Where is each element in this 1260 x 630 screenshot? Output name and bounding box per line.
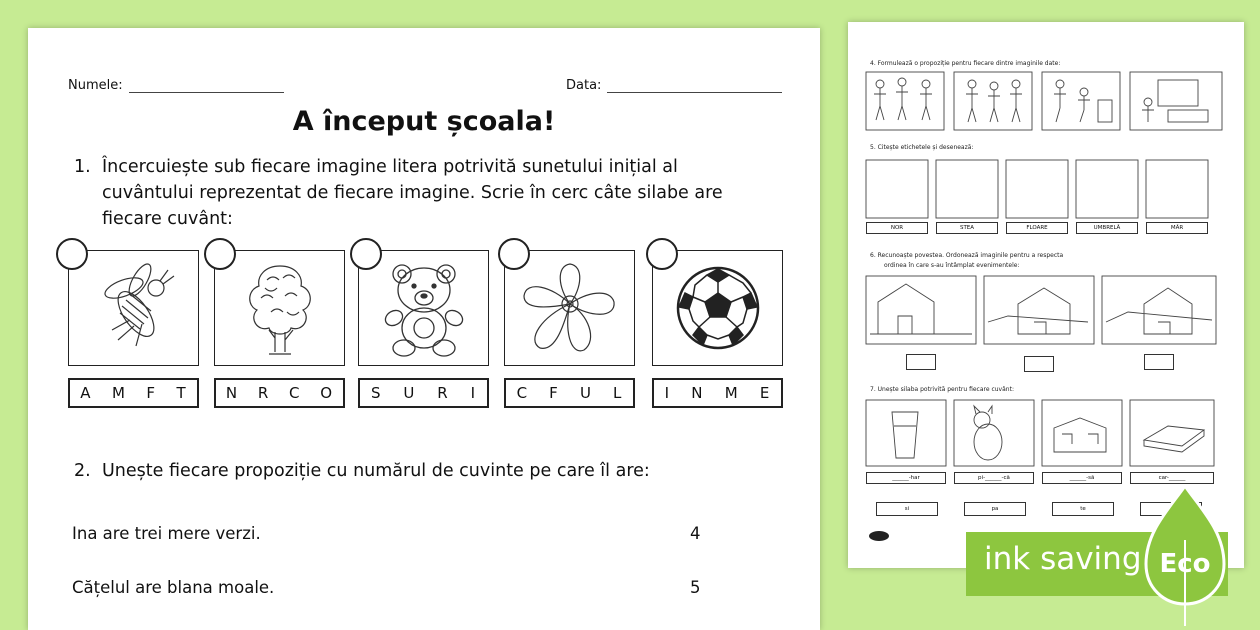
- letter-row-2: [214, 378, 345, 408]
- question-2-number: 2.: [74, 461, 91, 481]
- letter-option[interactable]: N: [691, 384, 704, 402]
- letter-option[interactable]: R: [257, 384, 270, 402]
- preview-question-5: 5. Citește etichetele și desenează:: [870, 144, 974, 151]
- picture-box-teddy-bear: [358, 250, 489, 366]
- bee-icon: [84, 258, 184, 358]
- soccer-ball-icon: [673, 263, 763, 353]
- preview-question-6-line-1: 6. Recunoaște povestea. Ordonează imaginile pentru a respecta: [870, 252, 1064, 259]
- preview-syllable-2: pa: [964, 502, 1026, 516]
- ink-saving-label: ink saving: [984, 541, 1142, 577]
- sentence-2: Cățelul are blana moale.: [72, 578, 275, 597]
- letter-option[interactable]: S: [370, 384, 382, 402]
- word-count-option-2[interactable]: 5: [690, 578, 701, 597]
- preview-blank-3: ______-să: [1042, 472, 1122, 484]
- name-field: [68, 78, 284, 93]
- date-field: [566, 78, 782, 93]
- preview-label-1: NOR: [866, 222, 928, 234]
- letter-option[interactable]: O: [320, 384, 334, 402]
- preview-blank-4: car-______: [1130, 472, 1214, 484]
- eco-leaf-icon: [1142, 484, 1228, 630]
- order-box-3[interactable]: [1144, 354, 1174, 370]
- question-2-text: Unește fiecare propoziție cu numărul de cuvinte pe care îl are:: [102, 461, 650, 481]
- letter-option[interactable]: U: [579, 384, 592, 402]
- syllable-circle-4[interactable]: [498, 238, 530, 270]
- letter-row-5: [652, 378, 783, 408]
- name-line: [129, 81, 284, 93]
- letter-option[interactable]: A: [80, 384, 92, 402]
- date-line: [607, 81, 782, 93]
- letter-option[interactable]: N: [225, 384, 239, 402]
- preview-label-5: MĂR: [1146, 222, 1208, 234]
- flower-icon: [518, 258, 622, 358]
- letter-option[interactable]: M: [724, 384, 739, 402]
- picture-box-flower: [504, 250, 635, 366]
- name-label: Numele:: [68, 78, 123, 93]
- preview-label-3: FLOARE: [1006, 222, 1068, 234]
- letter-option[interactable]: L: [613, 384, 623, 402]
- letter-option[interactable]: M: [111, 384, 126, 402]
- tree-icon: [235, 256, 325, 360]
- question-1: [74, 154, 774, 232]
- letter-option[interactable]: C: [289, 384, 301, 402]
- worksheet-title: A început școala!: [292, 106, 556, 137]
- teddy-bear-icon: [378, 258, 470, 358]
- preview-label-4: UMBRELĂ: [1076, 222, 1138, 234]
- letter-option[interactable]: I: [470, 384, 476, 402]
- word-count-option-1[interactable]: 4: [690, 524, 701, 543]
- syllable-circle-1[interactable]: [56, 238, 88, 270]
- syllable-circle-3[interactable]: [350, 238, 382, 270]
- letter-option[interactable]: F: [146, 384, 157, 402]
- syllable-circle-5[interactable]: [646, 238, 678, 270]
- letter-option[interactable]: I: [664, 384, 671, 402]
- eco-label: Eco: [1159, 549, 1211, 579]
- preview-blank-2: pi-______-că: [954, 472, 1034, 484]
- preview-syllable-1: si: [876, 502, 938, 516]
- preview-question-6-line-2: ordinea în care s-au întâmplat evenimentele:: [884, 262, 1020, 269]
- letter-option[interactable]: E: [759, 384, 771, 402]
- publisher-logo-icon: [868, 530, 890, 542]
- syllable-circle-2[interactable]: [204, 238, 236, 270]
- letter-row-1: [68, 378, 199, 408]
- sentence-1: Ina are trei mere verzi.: [72, 524, 261, 543]
- letter-option[interactable]: C: [516, 384, 529, 402]
- letter-option[interactable]: T: [176, 384, 187, 402]
- question-1-text: Încercuiește sub fiecare imagine litera potrivită sunetului inițial al cuvântului reprezentat de fiecare imagine. Scrie în cerc câte silabe are fiecare cuvânt:: [102, 157, 723, 229]
- preview-syllable-3: te: [1052, 502, 1114, 516]
- order-box-2[interactable]: [1024, 356, 1054, 372]
- picture-box-tree: [214, 250, 345, 366]
- preview-blank-1: ______-har: [866, 472, 946, 484]
- date-label: Data:: [566, 78, 602, 93]
- letter-row-4: [504, 378, 635, 408]
- preview-question-4: 4. Formulează o propoziție pentru fiecare dintre imaginile date:: [870, 60, 1061, 67]
- letter-option[interactable]: F: [549, 384, 559, 402]
- picture-box-bee: [68, 250, 199, 366]
- order-box-1[interactable]: [906, 354, 936, 370]
- question-2: [74, 458, 774, 484]
- preview-label-2: STEA: [936, 222, 998, 234]
- letter-option[interactable]: R: [437, 384, 449, 402]
- preview-question-7: 7. Unește silaba potrivită pentru fiecare cuvânt:: [870, 386, 1014, 393]
- letter-row-3: [358, 378, 489, 408]
- question-1-number: 1.: [74, 157, 91, 177]
- worksheet-page: [28, 28, 820, 630]
- letter-option[interactable]: U: [403, 384, 416, 402]
- picture-box-soccer-ball: [652, 250, 783, 366]
